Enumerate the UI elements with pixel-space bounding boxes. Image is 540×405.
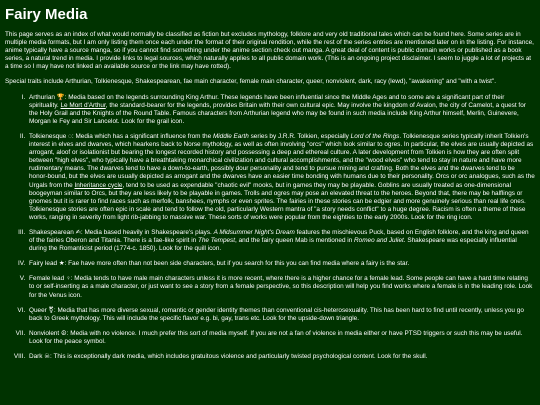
trait-item-shakespearean xyxy=(27,229,535,253)
trait-item-fairy-lead xyxy=(27,260,535,268)
work-title: Lord of the Rings xyxy=(350,132,400,140)
trait-description-text: : Media which has a significant influence from the xyxy=(71,132,213,140)
trait-name: Fairy lead xyxy=(29,260,58,268)
work-title: A Midsummer Night's Dream xyxy=(213,228,295,236)
trait-description-text: : This is exceptionally dark media, which includes gratuitous violence and particularly twisted psychological content. Look for the skull. xyxy=(50,353,428,360)
trait-item-tolkienesque xyxy=(27,133,535,222)
reference-link[interactable]: Inheritance cycle xyxy=(74,181,123,189)
trait-description-text: , the standard-bearer for the legends, provides Britain with their own cultural epic. May involve the kingdom of Avalon, the city of Camelot, a quest for the Holy Grail and the Knights of the Round Table. Famous characters from Arthurian legend who may be found in such media include King Arthur himself, Merlin, Guinevere, Morgan le Fey and Sir Lancelot. Look for the grail icon. xyxy=(29,101,526,125)
trait-description-text: : Media based heavily in Shakespeare's plays. xyxy=(80,228,214,236)
trait-name: Arthurian xyxy=(29,93,55,101)
trait-description-text: series by J.R.R. Tolkien, especially xyxy=(248,132,351,140)
trait-list xyxy=(5,94,535,362)
trait-symbol-icon: ✍ xyxy=(75,228,81,236)
trait-symbol-icon: ◌ xyxy=(68,132,72,140)
trait-item-female-lead xyxy=(27,275,535,299)
trait-name: Queer xyxy=(29,306,47,314)
trait-item-arthurian xyxy=(27,94,535,126)
trait-symbol-icon: ☮ xyxy=(60,329,67,337)
trait-description-text: : Media that has more diverse sexual, romantic or gender identity themes than conventional cis-heterosexuality. This has been hard to find until recently, unless you go back to Greek mythology. This will include the specific flavor e.g. bi, gay, trans etc. Look for the upside-down triangle. xyxy=(29,306,524,322)
trait-description-text: . Tolkienesque series typically inherit Tolkien's interest in elves and dwarves, which hearkens back to Norse mythology, as well as often involving "orcs" which look similar to ogres. In particular, the elves are usually depicted as arrogant, aloof or isolationist but bearing the longest recorded history and possessing a deep and ethereal culture. A later development from Tolkien is how they are often split between "high elves", who typically have a breathtaking monarchical civilization and cultural accomplishments, and the "wood elves" who tend to stay in nature and have more rudimentary means. The dwarves tend to have a down-to-earth, possibly dour personality and tend to pursue mining and crafting. Both the elves and the dwarves tend to be honor-bound, but the elves are usually depicted as arrogant and the dwarves have an easier time bonding with humans due to their personality. Orcs or orc analogues, such as the Urgals from the xyxy=(29,132,535,189)
work-title: Middle Earth xyxy=(212,132,249,140)
trait-item-nonviolent xyxy=(27,330,535,346)
trait-symbol-icon: ⚧ xyxy=(48,306,54,314)
trait-description-text: : Media based on the legends surrounding King Arthur. These legends have been influential since the Middle Ages and to some are a significant part of their spirituality. xyxy=(29,93,505,109)
trait-symbol-icon: ☠ xyxy=(44,353,51,360)
trait-description-text: , and the fairy queen Mab is mentioned in xyxy=(235,237,355,245)
trait-name: Shakespearean xyxy=(29,228,74,236)
trait-item-dark xyxy=(27,353,535,361)
trait-name: Nonviolent xyxy=(29,329,60,337)
trait-symbol-icon: ★ xyxy=(58,260,65,268)
trait-symbol-icon: ♀ xyxy=(65,275,71,283)
trait-item-queer xyxy=(27,307,535,323)
trait-description-text: features the mischievous Puck, based on English folklore, and the king and queen of the fairies Oberon and Titania. There is a fae-like spirit in xyxy=(29,228,529,245)
reference-link[interactable]: Le Mort d'Arthur xyxy=(60,101,106,109)
trait-description-text: : Media with no violence. I much prefer this sort of media myself. If you are not a fan of violence in media either or have PTSD triggers or such this may be useful. Look for the peace symbol. xyxy=(29,329,523,345)
trait-description-text: : Media tends to have male main characters unless it is more recent, where there is a higher chance for a female lead. Some people can have a hard time relating to or self-inserting as a male character, or just want to see a story from a female perspective, so this description will help you find works where a female is in the leading role. Look for the Venus icon. xyxy=(29,275,533,299)
trait-description-text: . Shakespeare was especially influential during the Romanticist period (1774-c. 1850). Look for the quill icon. xyxy=(29,237,517,253)
traits-intro-paragraph: Special traits include Arthurian, Tolkienesque, Shakespearean, fae main character, female main character, queer, nonviolent, dark, racy (lewd), "awakening" and "with a twist". xyxy=(5,78,496,86)
trait-name: Female lead xyxy=(29,275,65,283)
intro-paragraph: This page serves as an index of what would normally be classified as fiction but excludes mythology, folklore and very old traditional tales which can be found here. Some series are in multiple media formats, but I am only listing them once each under the format of their original rendition, while the rest of the series entries are mentioned later on in the listing. For instance, anime typically have a source manga, so if you cannot find something under the anime section check out manga. A great deal of content is public domain works or published as a book series, a natural trend in media. I provide links to legal sources, which naturally applies to all public domain work. (This is an ongoing project disclaimer. I seem to juggle a lot of projects at a time so I may have not linked an available source or the link may have rotted). xyxy=(5,31,534,71)
work-title: The Tempest xyxy=(197,237,236,245)
trait-symbol-icon: 🏆 xyxy=(56,93,65,101)
trait-description-text: , tend to be used as expendable "chaotic evil" mooks, but in games they may be playable. Goblins are usually treated as one-dimensional boogeyman similar to Orcs, but they are less likely to be playable in games. Trolls and ogres may pose an elevated threat to the heroes. Beyond that, there may be halflings or gnomes but it is rarer to find races such as merfolk, banshees, nymphs or even sprites. The fairies in these stories can be edgier and more genuinely serious than real life ones. Tolkienesque stories are often epic in scale and tend to follow the old, particularly Western mantra of "a story needs conflict" to a huge degree. Racism is often a theme of these works, ranging in severity from light rib-jabbing to massive war. These sorts of works were popular from the eighties to the early 2000s. Look for the ring icon. xyxy=(29,181,526,221)
trait-description-text: : Fae have more often than not been side characters, but if you search for this you can find media where a fairy is the star. xyxy=(64,260,410,268)
page-title: Fairy Media xyxy=(5,6,88,23)
work-title: Romeo and Juliet xyxy=(354,237,404,245)
trait-name: Tolkienesque xyxy=(29,132,67,140)
trait-name: Dark xyxy=(29,353,43,360)
